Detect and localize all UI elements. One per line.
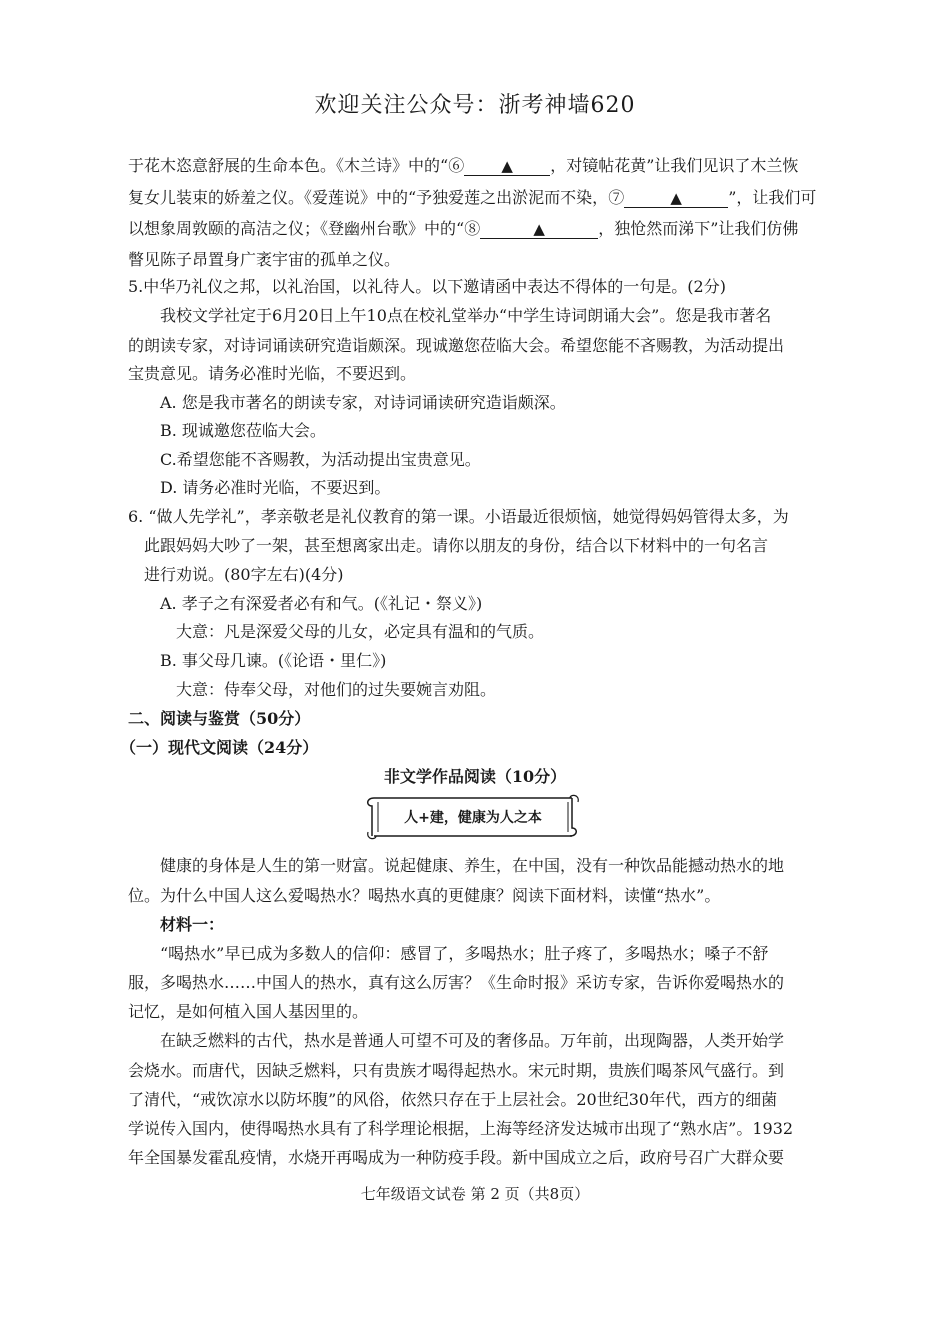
- triangle-marker: ▲: [533, 220, 545, 238]
- blank-number: ⑥: [448, 156, 465, 175]
- q5-letter-line-3: 宝贵意见。请务必准时光临，不要迟到。: [128, 364, 417, 383]
- q5-letter-line-2: 的朗读专家，对诗词诵读研究造诣颇深。现诚邀您莅临大会。希望您能不吝赐教，为活动提出: [128, 336, 785, 355]
- scroll-banner-title: 人+建，健康为人之本: [404, 810, 542, 826]
- nonliterary-title: 非文学作品阅读（10分）: [383, 767, 567, 786]
- triangle-marker: ▲: [670, 189, 682, 207]
- q4-text: 以想象周敦颐的高洁之仪；《登幽州台歌》中的“: [128, 219, 465, 238]
- q4-text: 于花木恣意舒展的生命本色。《木兰诗》中的“: [128, 156, 449, 175]
- q5-option-d[interactable]: D. 请务必准时光临，不要迟到。: [160, 478, 391, 497]
- q5-stem: 5.中华乃礼仪之邦，以礼治国，以礼待人。以下邀请函中表达不得体的一句是。(2分): [128, 277, 726, 296]
- q6-stem-line-2: 此跟妈妈大吵了一架，甚至想离家出走。请你以朋友的身份，结合以下材料中的一句名言: [144, 536, 769, 555]
- passage-p3-line-5: 年全国暴发霍乱疫情，水烧开再喝成为一种防疫手段。新中国成立之后，政府号召广大群众要: [128, 1148, 785, 1167]
- q4-text: ，独怆然而涕下”让我们仿佛: [598, 219, 799, 238]
- q5-option-c[interactable]: C.希望您能不吝赐教，为活动提出宝贵意见。: [160, 450, 481, 469]
- q6-stem-line-3: 进行劝说。(80字左右)(4分): [144, 565, 344, 584]
- q6-material-b-meaning: 大意：侍奉父母，对他们的过失要婉言劝阻。: [176, 680, 497, 699]
- material-1-label: 材料一：: [160, 915, 225, 934]
- passage-p2-line-1: “喝热水”早已成为多数人的信仰：感冒了，多喝热水；肚子疼了，多喝热水；嗓子不舒: [160, 944, 769, 963]
- q4-text: ，对镜帖花黄”让我们见识了木兰恢: [550, 156, 799, 175]
- passage-p3-line-4: 学说传入国内，使得喝热水具有了科学理论根据，上海等经济发达城市出现了“熟水店”。1932: [128, 1119, 794, 1138]
- q4-line-1: [128, 156, 798, 176]
- q6-material-b: B. 事父母几谏。(《论语・里仁》): [160, 651, 387, 670]
- section-2-subtitle: （一）现代文阅读（24分）: [120, 738, 319, 757]
- q6-material-a: A. 孝子之有深爱者必有和气。(《礼记・祭义》): [160, 594, 483, 613]
- q4-text: 复女儿装束的娇羞之仪。《爱莲说》中的“予独爱莲之出淤泥而不染，: [128, 188, 609, 207]
- passage-p2-line-3: 记忆，是如何植入国人基因里的。: [128, 1002, 369, 1021]
- q6-stem-line-1: 6. “做人先学礼”，孝亲敬老是礼仪教育的第一课。小语最近很烦恼，她觉得妈妈管得太多，为: [128, 507, 789, 526]
- q4-line-3: [128, 219, 798, 239]
- q5-letter-line-1: 我校文学社定于6月20日上午10点在校礼堂举办“中学生诗词朗诵大会”。您是我市著名: [160, 306, 772, 325]
- passage-p3-line-3: 了清代，“戒饮凉水以防坏腹”的风俗，依然只存在于上层社会。20世纪30年代，西方的细菌: [128, 1090, 778, 1109]
- q4-line-4: 瞥见陈子昂置身广袤宇宙的孤单之仪。: [128, 250, 401, 269]
- fill-blank-8[interactable]: [480, 220, 598, 239]
- passage-p1-line-1: 健康的身体是人生的第一财富。说起健康、养生，在中国，没有一种饮品能撼动热水的地: [160, 856, 785, 875]
- q4-text: ”，让我们可: [728, 188, 817, 207]
- page-footer: 七年级语文试卷 第 2 页（共8页）: [360, 1185, 590, 1203]
- watermark-header: 欢迎关注公众号：浙考神墙620: [314, 93, 636, 118]
- passage-p2-line-2: 服，多喝热水……中国人的热水，真有这么厉害？《生命时报》采访专家，告诉你爱喝热水的: [128, 973, 785, 992]
- triangle-marker: ▲: [501, 157, 513, 175]
- q5-option-a[interactable]: A. 您是我市著名的朗读专家，对诗词诵读研究造诣颇深。: [160, 393, 566, 412]
- passage-p3-line-1: 在缺乏燃料的古代，热水是普通人可望不可及的奢侈品。万年前，出现陶器，人类开始学: [160, 1031, 785, 1050]
- q5-option-b[interactable]: B. 现诚邀您莅临大会。: [160, 421, 326, 440]
- q4-line-2: [128, 188, 816, 208]
- blank-number: ⑧: [464, 219, 481, 238]
- fill-blank-6[interactable]: [464, 157, 550, 176]
- scroll-banner: [364, 792, 582, 842]
- fill-blank-7[interactable]: [624, 189, 728, 208]
- section-2-title: 二、阅读与鉴赏（50分）: [128, 709, 311, 728]
- passage-p3-line-2: 会烧水。而唐代，因缺乏燃料，只有贵族才喝得起热水。宋元时期，贵族们喝茶风气盛行。到: [128, 1061, 785, 1080]
- q6-material-a-meaning: 大意：凡是深爱父母的儿女，必定具有温和的气质。: [176, 622, 545, 641]
- passage-p1-line-2: 位。为什么中国人这么爱喝热水？喝热水真的更健康？阅读下面材料，读懂“热水”。: [128, 886, 721, 905]
- blank-number: ⑦: [608, 188, 625, 207]
